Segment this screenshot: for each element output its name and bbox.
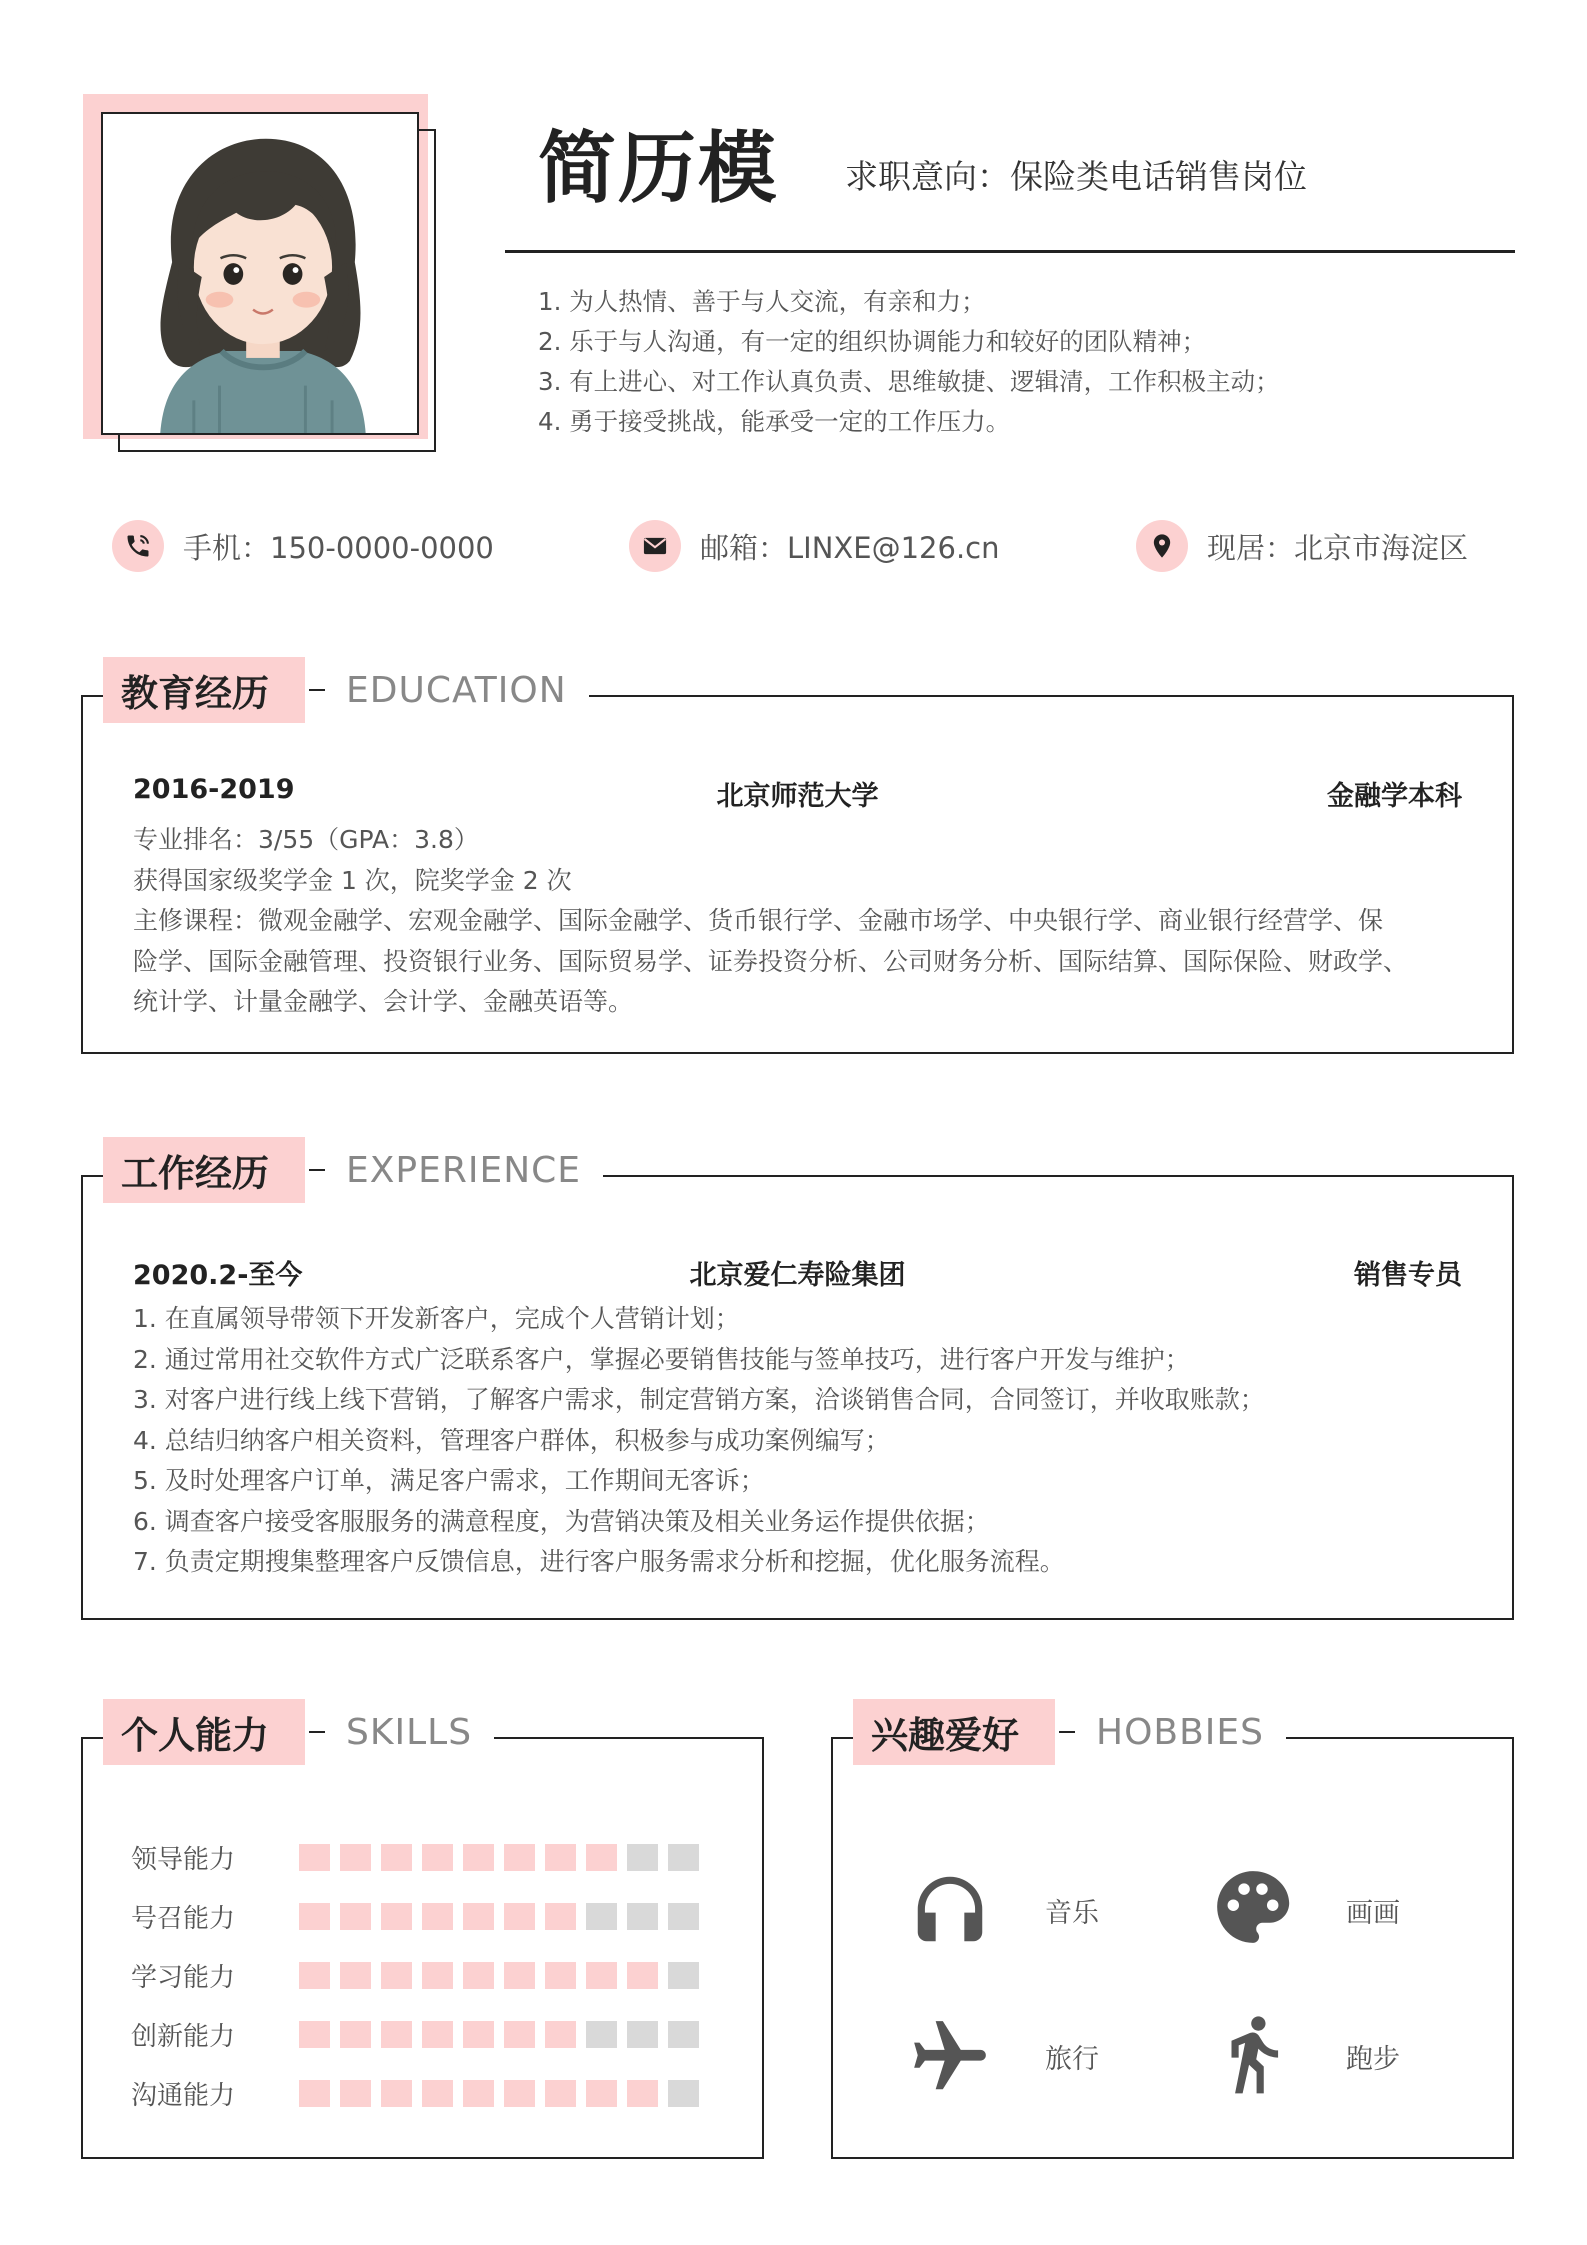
hobby-label: 音乐 xyxy=(1045,1898,1099,1929)
skill-block-filled xyxy=(586,2080,617,2107)
skill-block-filled xyxy=(504,1962,535,1989)
hobby-label: 跑步 xyxy=(1346,2044,1400,2075)
skill-block-filled xyxy=(299,1844,330,1871)
section-heading xyxy=(103,1137,603,1203)
skill-block-filled xyxy=(545,2080,576,2107)
experience-line: 7. 负责定期搜集整理客户反馈信息，进行客户服务需求分析和挖掘，优化服务流程。 xyxy=(133,1547,1065,1576)
section-title: 个人能力 xyxy=(103,1699,305,1765)
education-line: 获得国家级奖学金 1 次，院奖学金 2 次 xyxy=(133,865,572,895)
section-title-en: EDUCATION xyxy=(346,669,567,711)
resume-name: 简历模 xyxy=(538,124,779,214)
skill-level-bar xyxy=(299,1903,709,1930)
skill-block-filled xyxy=(504,2080,535,2107)
section-title: 教育经历 xyxy=(103,657,305,723)
education-degree: 金融学本科 xyxy=(1327,781,1462,812)
experience-line: 2. 通过常用社交软件方式广泛联系客户，掌握必要销售技能与签单技巧，进行客户开发与维护； xyxy=(133,1344,1190,1374)
contact-email xyxy=(629,518,1000,574)
experience-period: 2020.2-至今 xyxy=(133,1260,303,1291)
section-heading xyxy=(853,1699,1286,1765)
skill-row xyxy=(131,1898,709,1935)
skills-section xyxy=(81,1711,764,2159)
skill-level-bar xyxy=(299,2080,709,2107)
skill-block-filled xyxy=(299,2021,330,2048)
self-introduction xyxy=(538,282,1280,442)
contact-phone xyxy=(112,518,494,574)
intro-line: 1. 为人热情、善于与人交流，有亲和力； xyxy=(538,287,986,316)
running-icon xyxy=(1210,2011,1296,2097)
skill-block-filled xyxy=(381,2021,412,2048)
skill-block-filled xyxy=(463,1962,494,1989)
skill-block-empty xyxy=(668,2021,699,2048)
skill-block-filled xyxy=(422,1903,453,1930)
experience-position: 销售专员 xyxy=(1354,1260,1462,1291)
mail-icon xyxy=(629,520,681,572)
skill-block-filled xyxy=(340,2021,371,2048)
skill-block-filled xyxy=(422,1844,453,1871)
experience-summary xyxy=(133,1253,1462,1292)
skill-block-empty xyxy=(627,1903,658,1930)
skill-block-empty xyxy=(627,1844,658,1871)
location-pin-icon xyxy=(1136,520,1188,572)
education-line: 主修课程：微观金融学、宏观金融学、国际金融学、货币银行学、金融市场学、中央银行学、商业银行经营学、保 xyxy=(133,906,1384,935)
skill-block-filled xyxy=(504,1844,535,1871)
section-title-en: SKILLS xyxy=(346,1711,473,1753)
intro-line: 4. 勇于接受挑战，能承受一定的工作压力。 xyxy=(538,407,1011,436)
experience-line: 6. 调查客户接受客服服务的满意程度，为营销决策及相关业务运作提供依据； xyxy=(133,1506,990,1536)
experience-section xyxy=(81,1149,1514,1620)
skill-block-filled xyxy=(422,2080,453,2107)
skill-block-empty xyxy=(627,2021,658,2048)
section-title-en: HOBBIES xyxy=(1096,1711,1265,1753)
skill-block-filled xyxy=(463,2021,494,2048)
skill-block-filled xyxy=(545,1844,576,1871)
skill-block-filled xyxy=(381,1844,412,1871)
heading-dash xyxy=(309,689,325,692)
skill-block-filled xyxy=(340,1962,371,1989)
skill-block-filled xyxy=(340,1844,371,1871)
skill-name: 领导能力 xyxy=(131,1845,236,1875)
skill-block-filled xyxy=(627,2080,658,2107)
hobbies-section xyxy=(831,1711,1514,2159)
header-divider xyxy=(505,250,1515,253)
experience-line: 3. 对客户进行线上线下营销，了解客户需求，制定营销方案，洽谈销售合同，合同签订，并收取账款； xyxy=(133,1385,1265,1414)
skill-block-filled xyxy=(340,2080,371,2107)
skill-block-filled xyxy=(504,2021,535,2048)
avatar xyxy=(101,112,419,435)
education-section xyxy=(81,669,1514,1054)
heading-dash xyxy=(309,1731,325,1734)
skill-block-filled xyxy=(381,1962,412,1989)
skill-block-empty xyxy=(668,1962,699,1989)
education-summary xyxy=(133,774,1462,813)
section-title-en: EXPERIENCE xyxy=(346,1149,582,1191)
intro-line: 3. 有上进心、对工作认真负责、思维敏捷、逻辑清，工作积极主动； xyxy=(538,367,1280,396)
skill-block-filled xyxy=(545,1962,576,1989)
section-title: 工作经历 xyxy=(103,1137,305,1203)
experience-line: 4. 总结归纳客户相关资料，管理客户群体，积极参与成功案例编写； xyxy=(133,1425,890,1455)
skill-block-filled xyxy=(299,1962,330,1989)
education-line: 险学、国际金融管理、投资银行业务、国际贸易学、证券投资分析、公司财务分析、国际结算、国际保险、财政学、 xyxy=(133,946,1409,976)
skill-block-empty xyxy=(668,1844,699,1871)
skill-block-filled xyxy=(504,1903,535,1930)
experience-company: 北京爱仁寿险集团 xyxy=(689,1260,906,1291)
skill-block-filled xyxy=(299,2080,330,2107)
skill-name: 创新能力 xyxy=(131,2022,236,2052)
heading-dash xyxy=(309,1169,325,1172)
avatar-illustration xyxy=(103,114,417,433)
skill-block-filled xyxy=(422,1962,453,1989)
skill-block-filled xyxy=(299,1903,330,1930)
skill-block-filled xyxy=(340,1903,371,1930)
phone-text: 手机：150-0000-0000 xyxy=(183,530,494,565)
skill-block-filled xyxy=(381,1903,412,1930)
airplane-icon xyxy=(907,2014,993,2100)
skill-row xyxy=(131,2075,709,2112)
education-period: 2016-2019 xyxy=(133,774,295,805)
section-heading xyxy=(103,1699,494,1765)
location-text: 现居：北京市海淀区 xyxy=(1207,530,1469,565)
headphones-icon xyxy=(907,1866,993,1952)
skill-block-filled xyxy=(545,2021,576,2048)
heading-dash xyxy=(1059,1731,1075,1734)
skill-row xyxy=(131,1957,709,1994)
education-line: 统计学、计量金融学、会计学、金融英语等。 xyxy=(133,987,634,1016)
section-heading xyxy=(103,657,589,723)
skill-name: 学习能力 xyxy=(131,1963,236,1993)
experience-details xyxy=(133,1299,1462,1583)
skill-block-filled xyxy=(463,2080,494,2107)
skill-name: 沟通能力 xyxy=(131,2081,236,2111)
skill-block-empty xyxy=(668,2080,699,2107)
skill-block-filled xyxy=(381,2080,412,2107)
phone-icon xyxy=(112,520,164,572)
skill-level-bar xyxy=(299,2021,709,2048)
skill-block-empty xyxy=(586,1903,617,1930)
education-details xyxy=(133,820,1462,1023)
intro-line: 2. 乐于与人沟通，有一定的组织协调能力和较好的团队精神； xyxy=(538,327,1207,356)
skill-name: 号召能力 xyxy=(131,1904,236,1934)
palette-icon xyxy=(1210,1864,1296,1950)
skill-block-filled xyxy=(422,2021,453,2048)
skill-block-empty xyxy=(668,1903,699,1930)
skill-block-empty xyxy=(586,2021,617,2048)
job-target: 求职意向：保险类电话销售岗位 xyxy=(845,157,1307,196)
skill-block-filled xyxy=(463,1903,494,1930)
hobby-label: 旅行 xyxy=(1045,2044,1099,2075)
skill-block-filled xyxy=(586,1962,617,1989)
skill-block-filled xyxy=(545,1903,576,1930)
experience-line: 1. 在直属领导带领下开发新客户，完成个人营销计划； xyxy=(133,1304,740,1333)
skill-row xyxy=(131,2016,709,2053)
skill-block-filled xyxy=(586,1844,617,1871)
hobby-label: 画画 xyxy=(1346,1898,1400,1929)
skill-level-bar xyxy=(299,1844,709,1871)
skill-block-filled xyxy=(627,1962,658,1989)
experience-line: 5. 及时处理客户订单，满足客户需求，工作期间无客诉； xyxy=(133,1466,765,1495)
education-school: 北京师范大学 xyxy=(716,781,879,812)
contact-location xyxy=(1136,518,1468,574)
skill-level-bar xyxy=(299,1962,709,1989)
section-title: 兴趣爱好 xyxy=(853,1699,1055,1765)
skill-block-filled xyxy=(463,1844,494,1871)
skill-row xyxy=(131,1839,709,1876)
email-text: 邮箱：LINXE@126.cn xyxy=(700,530,1000,565)
education-line: 专业排名：3/55（GPA：3.8） xyxy=(133,825,479,854)
